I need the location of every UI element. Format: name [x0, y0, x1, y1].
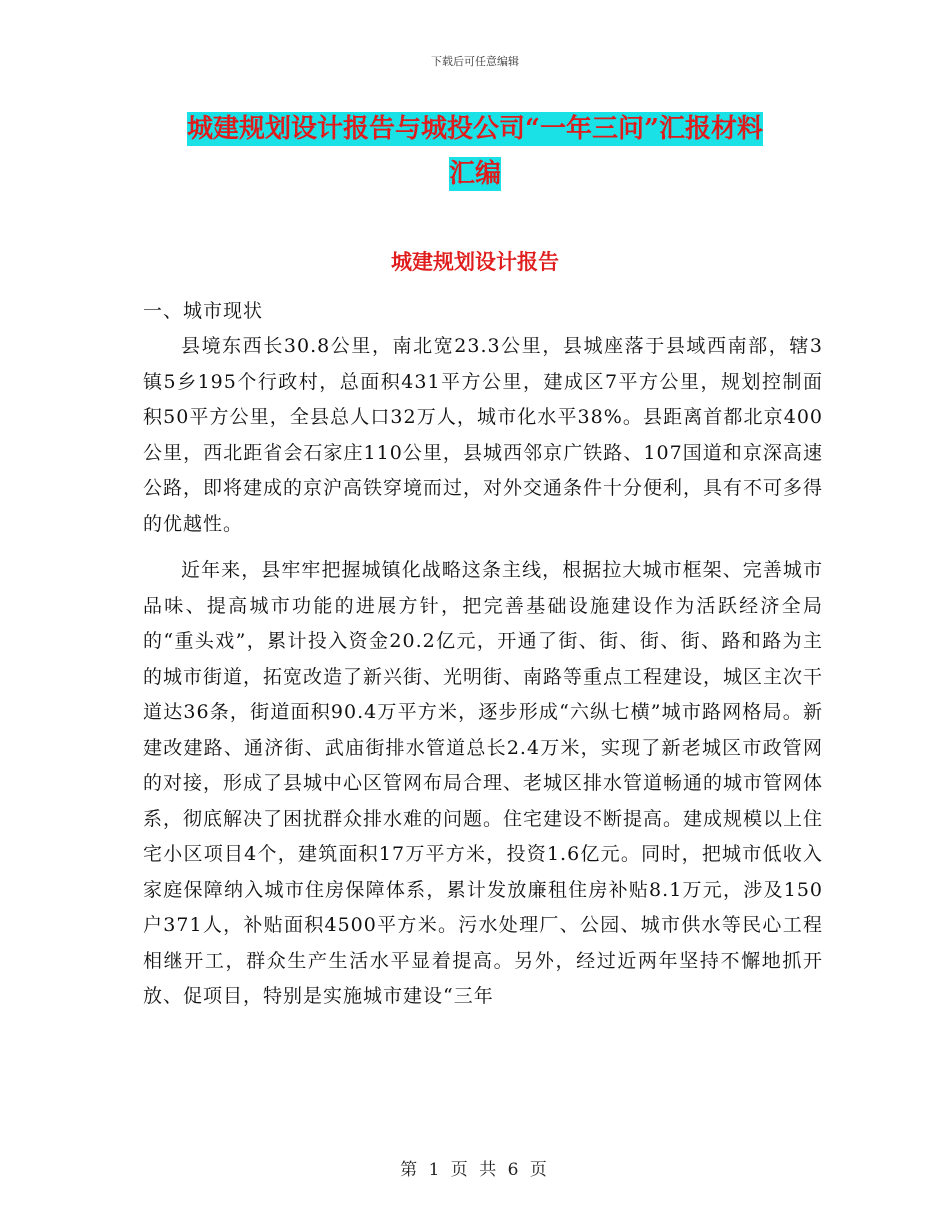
title-text-1: 城建规划设计报告与城投公司“一年三问”汇报材料 [187, 114, 763, 144]
page-footer: 第 1 页 共 6 页 [400, 1160, 550, 1180]
title-text-2: 汇编 [448, 159, 501, 189]
page-header-note: 下载后可任意编辑 [431, 55, 519, 68]
document-title-line-2 [0, 155, 950, 193]
document-title-line-1 [0, 110, 950, 148]
section-title: 城建规划设计报告 [391, 249, 559, 274]
paragraph-2: 近年来，县牢牢把握城镇化战略这条主线，根据拉大城市框架、完善城市品味、提高城市功能的进展方针，把完善基础设施建设作为活跃经济全局的“重头戏”，累计投入资金20.2亿元，开通了街、街、街、街、路和路为主的城市街道，拓宽改造了新兴街、光明街、南路等重点工程建设，城区主次干道达36条，街道面积90.4万平方米，逐步形成“六纵七横”城市路网格局。新建改建路、通济街、武庙街排水管道总长2.4万米，实现了新老城区市政管网的对接，形成了县城中心区管网布局合理、老城区排水管道畅通的城市管网体系，彻底解决了困扰群众排水难的问题。住宅建设不断提高。建成规模以上住宅小区项目4个，建筑面积17万平方米，投资1.6亿元。同时，把城市低收入家庭保障纳入城市住房保障体系，累计发放廉租住房补贴8.1万元，涉及150户371人，补贴面积4500平方米。污水处理厂、公园、城市供水等民心工程相继开工，群众生产生活水平显着提高。另外，经过近两年坚持不懈地抓开放、促项目，特别是实施城市建设“三年 [143, 559, 824, 1007]
paragraph-1: 县境东西长30.8公里，南北宽23.3公里，县城座落于县域西南部，辖3镇5乡195个行政村，总面积431平方公里，建成区7平方公里，规划控制面积50平方公里，全县总人口32万人，城市化水平38%。县距离首都北京400公里，西北距省会石家庄110公里，县城西邻京广铁路、107国道和京深高速公路，即将建成的京沪高铁穿境而过，对外交通条件十分便利，具有不可多得的优越性。 [143, 335, 824, 535]
section-heading: 一、城市现状 [143, 300, 264, 322]
